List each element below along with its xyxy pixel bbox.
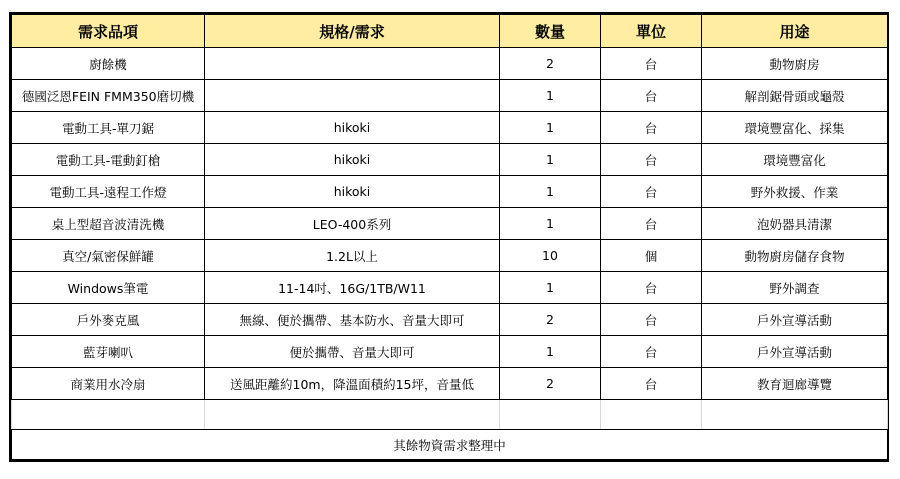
table-row [12,272,888,304]
header-purpose: 用途 [702,15,888,48]
cell-quantity[interactable]: 10 [500,240,601,272]
footer-note[interactable]: 其餘物資需求整理中 [12,430,888,460]
empty-cell[interactable] [205,400,500,430]
cell-unit[interactable]: 個 [601,240,702,272]
header-item: 需求品項 [12,15,205,48]
table-row [12,144,888,176]
header-quantity: 數量 [500,15,601,48]
table-row [12,304,888,336]
cell-spec[interactable]: hikoki [205,112,500,144]
header-spec: 規格/需求 [205,15,500,48]
cell-purpose[interactable]: 動物廚房儲存食物 [702,240,888,272]
cell-unit[interactable]: 台 [601,368,702,400]
cell-purpose[interactable]: 泡奶器具清潔 [702,208,888,240]
cell-unit[interactable]: 台 [601,304,702,336]
cell-quantity[interactable]: 2 [500,48,601,80]
cell-item[interactable]: 電動工具-電動釘槍 [12,144,205,176]
cell-spec[interactable] [205,48,500,80]
cell-purpose[interactable]: 戶外宣導活動 [702,336,888,368]
table-row [12,208,888,240]
cell-item[interactable]: 藍芽喇叭 [12,336,205,368]
cell-item[interactable]: 戶外麥克風 [12,304,205,336]
cell-quantity[interactable]: 1 [500,208,601,240]
cell-item[interactable]: 桌上型超音波清洗機 [12,208,205,240]
cell-item[interactable]: 商業用水冷扇 [12,368,205,400]
cell-purpose[interactable]: 解剖鋸骨頭或龜殼 [702,80,888,112]
cell-spec[interactable]: 無線、便於攜帶、基本防水、音量大即可 [205,304,500,336]
needs-table [11,14,888,460]
cell-quantity[interactable]: 2 [500,368,601,400]
cell-quantity[interactable]: 1 [500,144,601,176]
table-row [12,368,888,400]
cell-spec[interactable]: hikoki [205,176,500,208]
empty-cell[interactable] [601,400,702,430]
footer-row [12,430,888,460]
cell-item[interactable]: 電動工具-遠程工作燈 [12,176,205,208]
cell-unit[interactable]: 台 [601,112,702,144]
cell-purpose[interactable]: 教育迴廊導覽 [702,368,888,400]
cell-quantity[interactable]: 1 [500,176,601,208]
cell-purpose[interactable]: 野外調查 [702,272,888,304]
cell-purpose[interactable]: 野外救援、作業 [702,176,888,208]
empty-cell[interactable] [500,400,601,430]
cell-quantity[interactable]: 1 [500,336,601,368]
table-row [12,176,888,208]
header-row [12,15,888,48]
cell-spec[interactable]: LEO-400系列 [205,208,500,240]
cell-spec[interactable]: hikoki [205,144,500,176]
cell-item[interactable]: 電動工具-單刀鋸 [12,112,205,144]
header-unit: 單位 [601,15,702,48]
cell-unit[interactable]: 台 [601,48,702,80]
cell-spec[interactable]: 11-14吋、16G/1TB/W11 [205,272,500,304]
cell-quantity[interactable]: 1 [500,80,601,112]
needs-table-container [9,12,889,462]
table-row [12,80,888,112]
cell-unit[interactable]: 台 [601,80,702,112]
cell-quantity[interactable]: 1 [500,272,601,304]
cell-spec[interactable] [205,80,500,112]
cell-unit[interactable]: 台 [601,144,702,176]
cell-spec[interactable]: 送風距離約10m，降溫面積約15坪，音量低 [205,368,500,400]
cell-item[interactable]: 真空/氣密保鮮罐 [12,240,205,272]
cell-purpose[interactable]: 動物廚房 [702,48,888,80]
cell-purpose[interactable]: 戶外宣導活動 [702,304,888,336]
cell-item[interactable]: Windows筆電 [12,272,205,304]
table-row [12,336,888,368]
cell-quantity[interactable]: 1 [500,112,601,144]
cell-purpose[interactable]: 環境豐富化 [702,144,888,176]
empty-cell[interactable] [12,400,205,430]
empty-cell[interactable] [702,400,888,430]
table-row [12,48,888,80]
table-row [12,112,888,144]
cell-unit[interactable]: 台 [601,176,702,208]
cell-spec[interactable]: 便於攜帶、音量大即可 [205,336,500,368]
cell-unit[interactable]: 台 [601,208,702,240]
cell-item[interactable]: 廚餘機 [12,48,205,80]
empty-row [12,400,888,430]
table-row [12,240,888,272]
cell-spec[interactable]: 1.2L以上 [205,240,500,272]
cell-purpose[interactable]: 環境豐富化、採集 [702,112,888,144]
cell-quantity[interactable]: 2 [500,304,601,336]
cell-item[interactable]: 德國泛恩FEIN FMM350磨切機 [12,80,205,112]
cell-unit[interactable]: 台 [601,272,702,304]
cell-unit[interactable]: 台 [601,336,702,368]
